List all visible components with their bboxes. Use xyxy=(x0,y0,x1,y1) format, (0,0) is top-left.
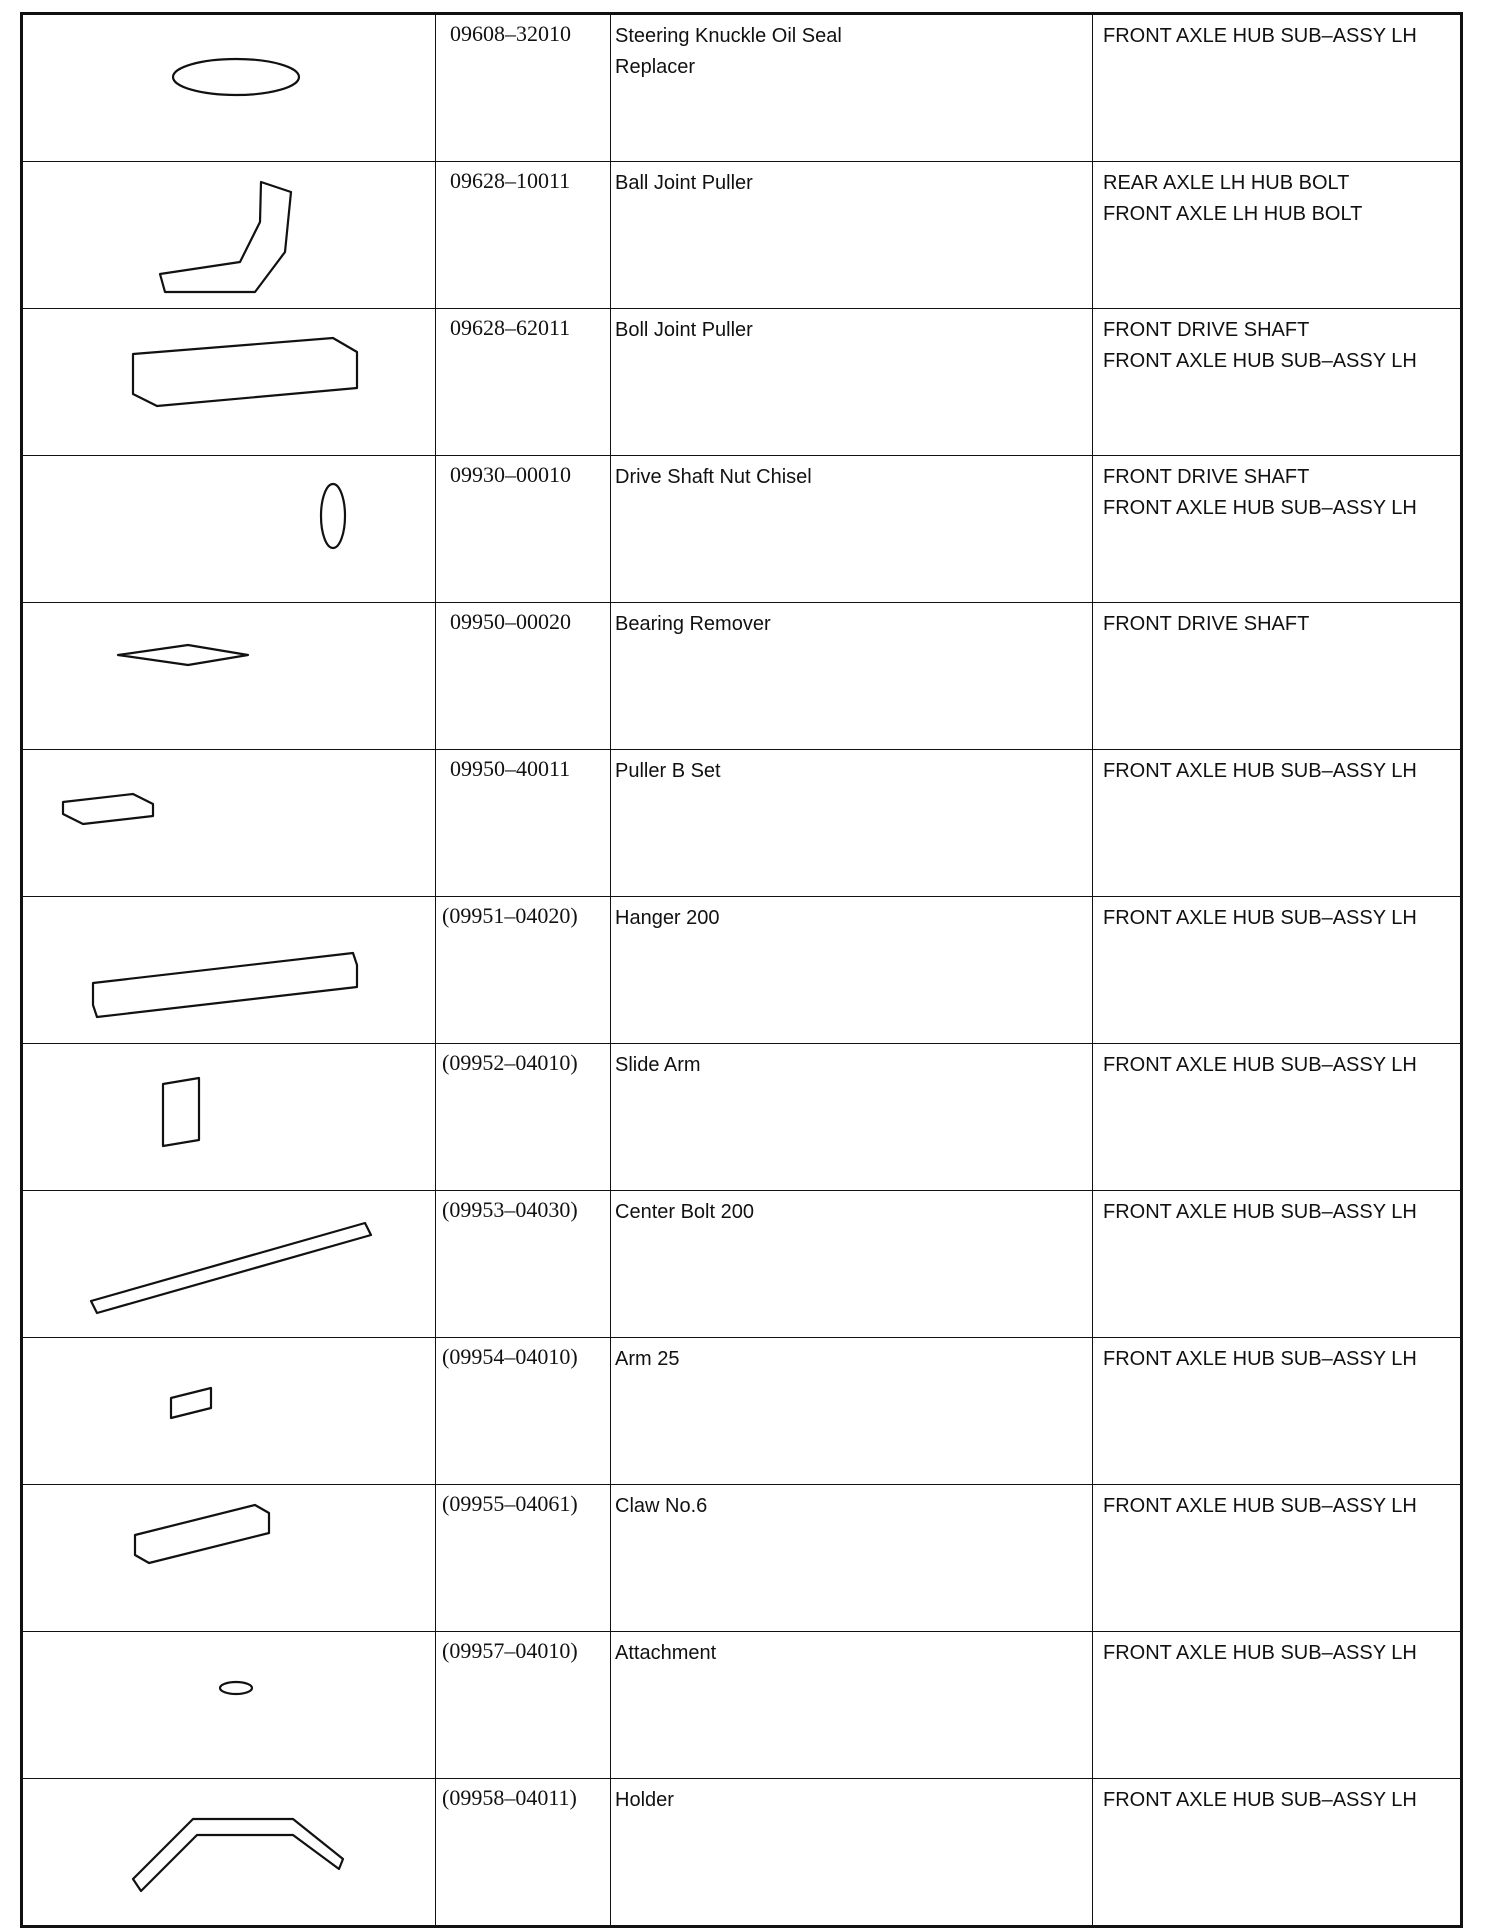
tool-illustration-cell xyxy=(22,897,436,1044)
tool-name-line: Steering Knuckle Oil Seal xyxy=(615,25,842,47)
part-number-text: 09628–10011 xyxy=(450,168,571,193)
tool-usage-line: FRONT AXLE HUB SUB–ASSY LH xyxy=(1103,1201,1417,1223)
hanger-icon xyxy=(23,897,435,1040)
tool-usage-line: FRONT AXLE HUB SUB–ASSY LH xyxy=(1103,1054,1417,1076)
tool-name-line: Attachment xyxy=(615,1642,717,1664)
tool-name xyxy=(611,1191,1093,1338)
tool-illustration-cell xyxy=(22,456,436,603)
slide-arm-icon xyxy=(23,1044,435,1187)
tool-usage xyxy=(1093,897,1462,1044)
ball-joint-puller-icon xyxy=(23,162,435,305)
tool-row xyxy=(22,1485,1462,1632)
tool-usage-line: FRONT DRIVE SHAFT xyxy=(1103,319,1310,341)
tool-name xyxy=(611,162,1093,309)
tool-illustration-cell xyxy=(22,1632,436,1779)
tool-name xyxy=(611,1779,1093,1927)
part-number-text: (09954–04010) xyxy=(442,1344,578,1369)
center-bolt-icon xyxy=(23,1191,435,1334)
part-number xyxy=(436,456,611,603)
tool-usage xyxy=(1093,750,1462,897)
tool-illustration-cell xyxy=(22,603,436,750)
tool-usage xyxy=(1093,309,1462,456)
tool-illustration-cell xyxy=(22,309,436,456)
tool-name-line: Ball Joint Puller xyxy=(615,172,753,194)
tool-usage-line: FRONT AXLE HUB SUB–ASSY LH xyxy=(1103,25,1417,47)
tool-usage-line: FRONT DRIVE SHAFT xyxy=(1103,466,1310,488)
tool-illustration-cell xyxy=(22,1485,436,1632)
tool-row xyxy=(22,1044,1462,1191)
tool-name-line: Puller B Set xyxy=(615,760,721,782)
tool-name-line: Hanger 200 xyxy=(615,907,720,929)
part-number-text: 09628–62011 xyxy=(450,315,571,340)
tool-usage-line: FRONT AXLE HUB SUB–ASSY LH xyxy=(1103,907,1417,929)
attachment-icon xyxy=(23,1632,435,1775)
tool-name xyxy=(611,309,1093,456)
tool-name xyxy=(611,456,1093,603)
tool-name-line: Center Bolt 200 xyxy=(615,1201,754,1223)
part-number xyxy=(436,1485,611,1632)
part-number-text: 09608–32010 xyxy=(450,21,571,46)
part-number-text: 09930–00010 xyxy=(450,462,571,487)
part-number xyxy=(436,162,611,309)
tool-name-line: Drive Shaft Nut Chisel xyxy=(615,466,812,488)
tool-illustration-cell xyxy=(22,1779,436,1927)
tool-usage xyxy=(1093,603,1462,750)
part-number-text: (09955–04061) xyxy=(442,1491,578,1516)
tool-usage-line: REAR AXLE LH HUB BOLT xyxy=(1103,172,1350,194)
part-number-text: (09951–04020) xyxy=(442,903,578,928)
puller-set-icon xyxy=(23,750,435,893)
tool-usage-line: FRONT AXLE LH HUB BOLT xyxy=(1103,203,1363,225)
tool-row xyxy=(22,1632,1462,1779)
tool-illustration-cell xyxy=(22,162,436,309)
tool-usage-line: FRONT AXLE HUB SUB–ASSY LH xyxy=(1103,497,1417,519)
bearing-remover-icon xyxy=(23,603,435,746)
tool-row xyxy=(22,309,1462,456)
tool-usage xyxy=(1093,1485,1462,1632)
tool-row xyxy=(22,14,1462,162)
special-tools-table xyxy=(20,12,1463,1928)
tool-usage xyxy=(1093,14,1462,162)
tool-usage xyxy=(1093,1191,1462,1338)
part-number-text: 09950–40011 xyxy=(450,756,571,781)
tool-name xyxy=(611,1338,1093,1485)
tool-row xyxy=(22,1191,1462,1338)
tool-name xyxy=(611,1632,1093,1779)
tool-usage-line: FRONT AXLE HUB SUB–ASSY LH xyxy=(1103,1789,1417,1811)
arm-icon xyxy=(23,1338,435,1481)
tool-name-line: Slide Arm xyxy=(615,1054,701,1076)
tool-illustration-cell xyxy=(22,750,436,897)
tool-usage-line: FRONT AXLE HUB SUB–ASSY LH xyxy=(1103,1495,1417,1517)
tool-row xyxy=(22,1338,1462,1485)
part-number xyxy=(436,897,611,1044)
part-number-text: (09958–04011) xyxy=(442,1785,577,1810)
holder-icon xyxy=(23,1779,435,1922)
tool-usage-line: FRONT AXLE HUB SUB–ASSY LH xyxy=(1103,1642,1417,1664)
part-number xyxy=(436,603,611,750)
tool-name xyxy=(611,14,1093,162)
tool-usage-line: FRONT DRIVE SHAFT xyxy=(1103,613,1310,635)
tool-illustration-cell xyxy=(22,1044,436,1191)
tool-illustration-cell xyxy=(22,1191,436,1338)
tool-row xyxy=(22,162,1462,309)
part-number xyxy=(436,1779,611,1927)
tool-usage-line: FRONT AXLE HUB SUB–ASSY LH xyxy=(1103,1348,1417,1370)
tool-usage xyxy=(1093,456,1462,603)
tool-name xyxy=(611,1044,1093,1191)
part-number xyxy=(436,309,611,456)
tool-name xyxy=(611,750,1093,897)
chisel-icon xyxy=(23,456,435,599)
part-number xyxy=(436,14,611,162)
boll-joint-puller-icon xyxy=(23,309,435,452)
tool-illustration-cell xyxy=(22,1338,436,1485)
tool-row xyxy=(22,603,1462,750)
tool-name-line: Holder xyxy=(615,1789,674,1811)
part-number xyxy=(436,1338,611,1485)
part-number-text: 09950–00020 xyxy=(450,609,571,634)
part-number xyxy=(436,750,611,897)
tool-usage xyxy=(1093,1779,1462,1927)
tool-row xyxy=(22,750,1462,897)
tool-name xyxy=(611,1485,1093,1632)
tool-row xyxy=(22,897,1462,1044)
tool-name-line: Arm 25 xyxy=(615,1348,680,1370)
tool-usage xyxy=(1093,1338,1462,1485)
tool-name-line: Bearing Remover xyxy=(615,613,771,635)
tool-name-line: Claw No.6 xyxy=(615,1495,708,1517)
tool-name-line: Boll Joint Puller xyxy=(615,319,753,341)
tool-usage-line: FRONT AXLE HUB SUB–ASSY LH xyxy=(1103,760,1417,782)
tool-usage xyxy=(1093,1044,1462,1191)
tool-name xyxy=(611,897,1093,1044)
tool-usage xyxy=(1093,162,1462,309)
part-number xyxy=(436,1044,611,1191)
tool-row xyxy=(22,456,1462,603)
tool-illustration-cell xyxy=(22,14,436,162)
part-number xyxy=(436,1632,611,1779)
tool-row xyxy=(22,1779,1462,1927)
part-number xyxy=(436,1191,611,1338)
tool-name-line: Replacer xyxy=(615,56,696,78)
part-number-text: (09953–04030) xyxy=(442,1197,578,1222)
tool-name xyxy=(611,603,1093,750)
tool-usage-line: FRONT AXLE HUB SUB–ASSY LH xyxy=(1103,350,1417,372)
oil-seal-replacer-icon xyxy=(23,15,435,158)
tool-usage xyxy=(1093,1632,1462,1779)
part-number-text: (09952–04010) xyxy=(442,1050,578,1075)
claw-icon xyxy=(23,1485,435,1628)
part-number-text: (09957–04010) xyxy=(442,1638,578,1663)
